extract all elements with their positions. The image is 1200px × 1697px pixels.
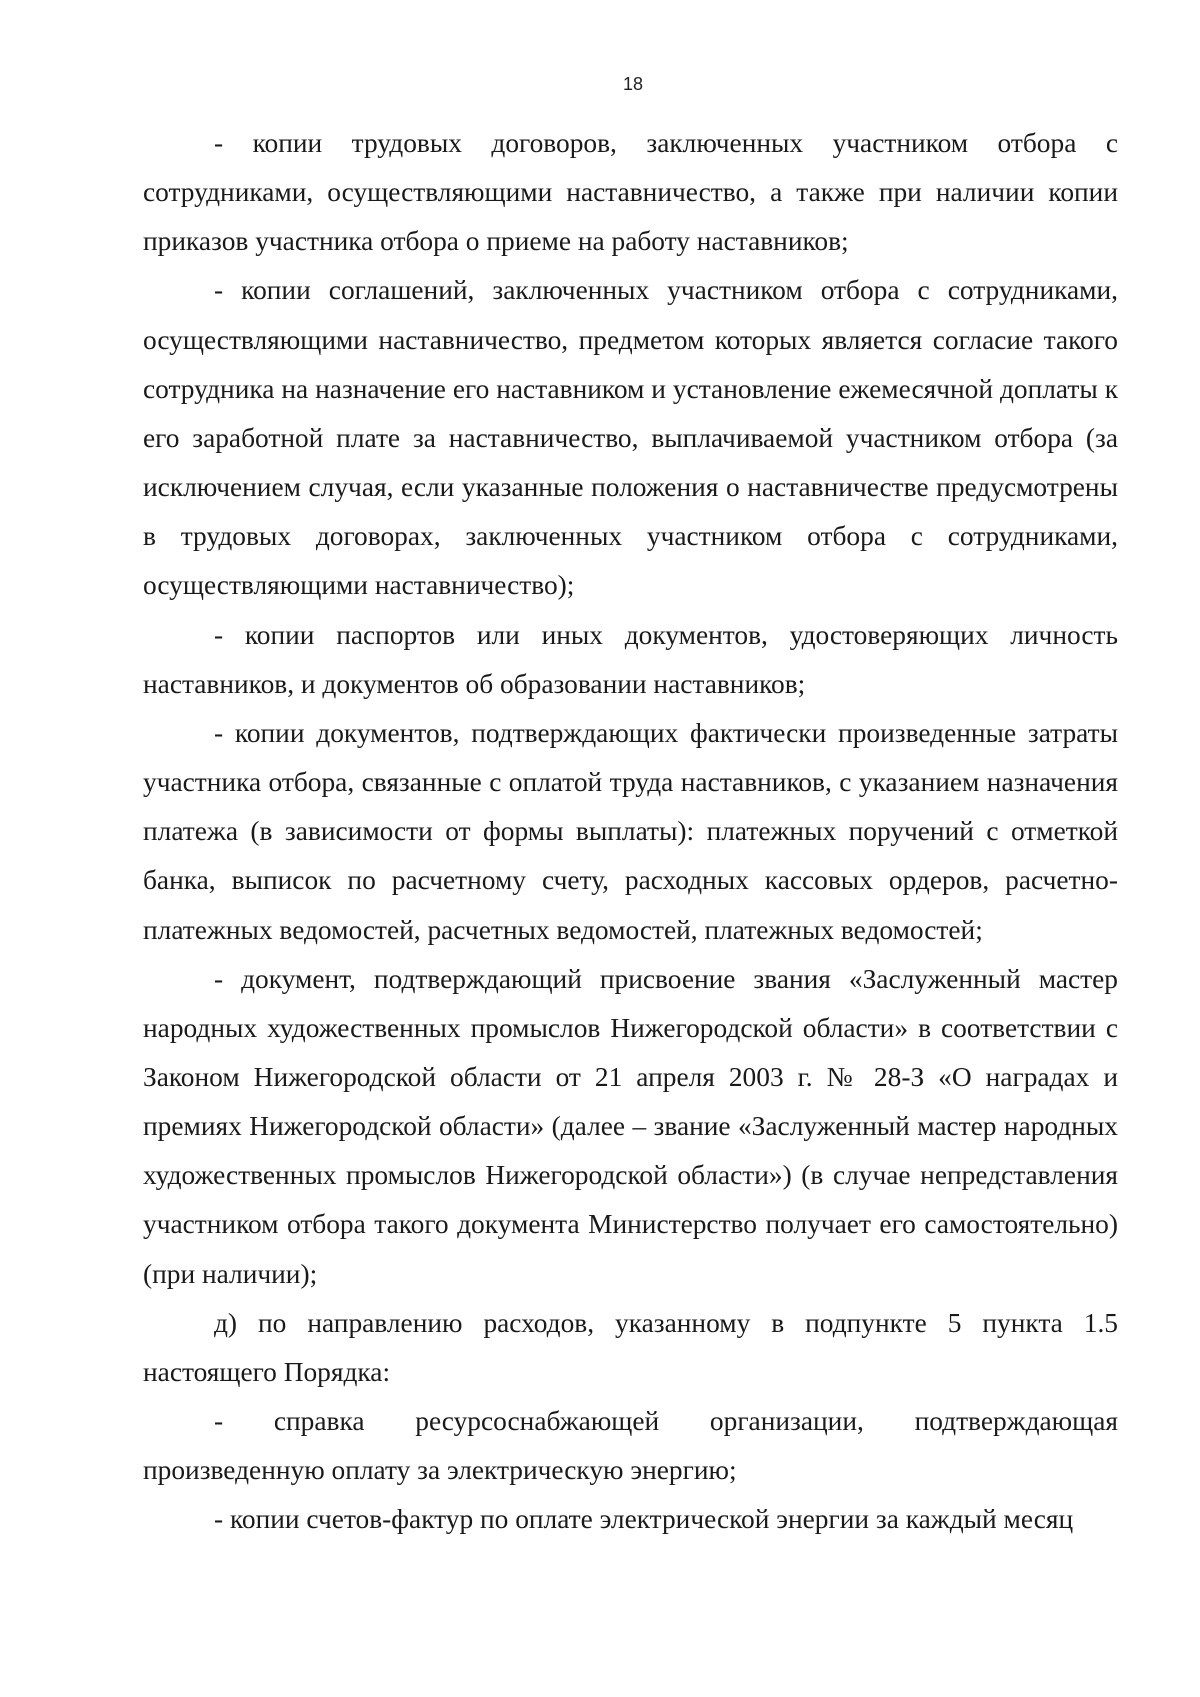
paragraph-honorary-title: - документ, подтверждающий присвоение звания «Заслуженный мастер народных художественных промыслов Нижегородской области» в соответствии с Законом Нижегородской области от 21 апреля 2003 г. № 28-З «О наградах и премиях Нижегородской области» (далее – звание «Заслуженный мастер народных художественных промыслов Нижегородской области») (в случае непредставления участником отбора такого документа Министерство получает его самостоятельно) (при наличии); <box>143 963 1118 1289</box>
paragraph-subitem-d: д) по направлению расходов, указанному в подпункте 5 пункта 1.5 настоящего Порядка: <box>143 1307 1118 1387</box>
document-body <box>143 119 1118 1545</box>
paragraph-passports: - копии паспортов или иных документов, удостоверяющих личность наставников, и документов об образовании наставников; <box>143 619 1118 699</box>
paragraph-agreements: - копии соглашений, заключенных участником отбора с сотрудниками, осуществляющими наставничество, предметом которых является согласие такого сотрудника на назначение его наставником и установление ежемесячной доплаты к его заработной плате за наставничество, выплачиваемой участником отбора (за исключением случая, если указанные положения о наставничестве предусмотрены в трудовых договорах, заключенных участником отбора с сотрудниками, осуществляющими наставничество); <box>143 275 1118 601</box>
paragraph-invoices: - копии счетов-фактур по оплате электрической энергии за каждый месяц <box>214 1504 1074 1535</box>
paragraph-payment-documents: - копии документов, подтверждающих фактически произведенные затраты участника отбора, связанные с оплатой труда наставников, с указанием назначения платежа (в зависимости от формы выплаты): платежных поручений с отметкой банка, выписок по расчетному счету, расходных кассовых ордеров, расчетно-платежных ведомостей, расчетных ведомостей, платежных ведомостей; <box>143 717 1118 945</box>
paragraph-supplier-certificate: - справка ресурсоснабжающей организации, подтверждающая произведенную оплату за электрическую энергию; <box>143 1406 1118 1486</box>
page-number: 18 <box>622 74 644 94</box>
paragraph-labor-contracts: - копии трудовых договоров, заключенных участником отбора с сотрудниками, осуществляющими наставничество, а также при наличии копии приказов участника отбора о приеме на работу наставников; <box>143 128 1118 257</box>
